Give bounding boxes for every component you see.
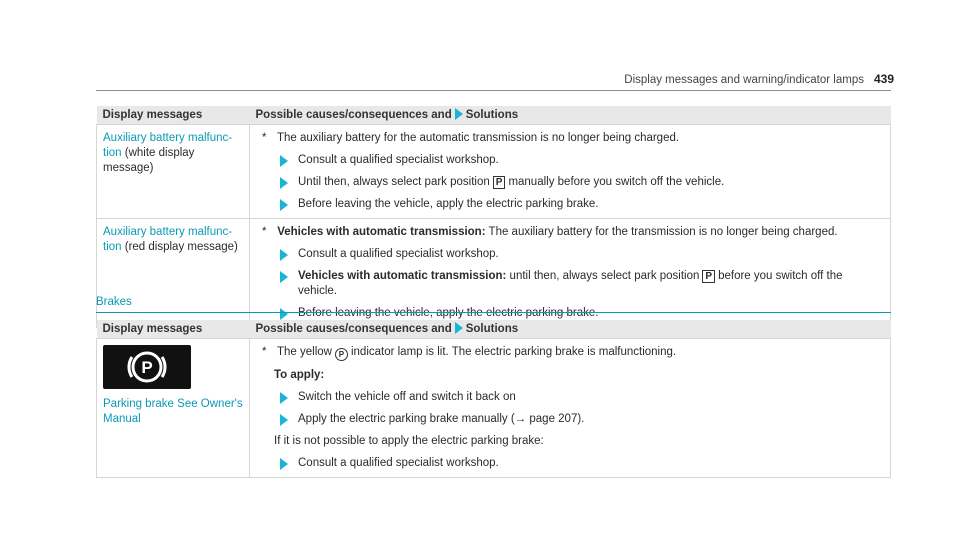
- table-header-row: [97, 320, 891, 339]
- to-apply-label: To apply:: [274, 369, 325, 381]
- step-text-after: before you switch off the vehicle.: [298, 270, 843, 297]
- step-text-after: manually before you switch off the vehicle.: [508, 176, 725, 188]
- col-header-solutions-text: Solutions: [465, 322, 519, 335]
- display-message-cell: [97, 339, 250, 478]
- display-message-note: (red display message): [124, 241, 238, 253]
- step-arrow-icon: [280, 308, 288, 320]
- step-text: Before leaving the vehicle, apply the electric parking brake.: [298, 198, 599, 210]
- solution-step: [280, 269, 884, 299]
- solution-arrow-icon: [455, 322, 463, 334]
- step-arrow-icon: [280, 249, 288, 261]
- step-text: Consult a qualified specialist workshop.: [298, 248, 499, 260]
- step-text: Switch the vehicle off and switch it back on: [298, 391, 516, 403]
- solution-step: [280, 175, 884, 190]
- col-header-causes: [250, 106, 891, 125]
- brakes-table: [96, 320, 891, 478]
- col-header-causes: [250, 320, 891, 339]
- col-header-causes-text: Possible causes/consequences and: [255, 322, 452, 335]
- step-text: Before leaving the vehicle, apply the electric parking brake.: [298, 307, 599, 319]
- cause-text-b: indicator lamp is lit. The electric parking brake is malfunctioning.: [350, 346, 677, 358]
- display-message-link[interactable]: Auxiliary battery malfunc-tion: [103, 132, 233, 159]
- note-text: If it is not possible to apply the electric parking brake:: [274, 435, 544, 447]
- page-number: 439: [873, 72, 894, 86]
- section-title-brakes: Brakes: [96, 296, 132, 308]
- table-header-row: [97, 106, 891, 125]
- col-header-causes-text: Possible causes/consequences and: [255, 108, 452, 121]
- step-arrow-icon: [280, 458, 288, 470]
- footnote-star: *: [262, 132, 267, 144]
- park-position-icon: P: [702, 270, 715, 283]
- step-arrow-icon: [280, 392, 288, 404]
- cause-text-a: The yellow: [277, 346, 332, 358]
- col-header-display-messages: Display messages: [97, 320, 250, 339]
- page-header: [577, 72, 894, 86]
- display-message-link[interactable]: Auxiliary battery malfunc-tion: [103, 226, 233, 253]
- step-bold: Vehicles with automatic transmission:: [298, 270, 507, 282]
- causes-cell: [250, 339, 891, 478]
- col-header-solutions-text: Solutions: [465, 108, 519, 121]
- solution-step: [280, 412, 884, 427]
- step-text: Until then, always select park position: [298, 176, 490, 188]
- col-header-display-messages: Display messages: [97, 106, 250, 125]
- cause-line: [256, 345, 884, 361]
- table-row: [97, 339, 891, 478]
- step-text: until then, always select park position: [509, 270, 700, 282]
- park-position-icon: P: [493, 176, 506, 189]
- header-title: Display messages and warning/indicator lamps: [624, 74, 864, 86]
- cause-text: The auxiliary battery for the automatic transmission is no longer being charged.: [277, 132, 680, 144]
- cause-line: [256, 225, 884, 240]
- step-text: Apply the electric parking brake manually (→ page 207).: [298, 413, 585, 425]
- auxiliary-battery-table: [96, 106, 891, 328]
- parking-brake-icon: [103, 345, 191, 389]
- footnote-star: *: [262, 346, 267, 358]
- causes-cell: [250, 125, 891, 219]
- display-message-cell: [97, 125, 250, 219]
- solution-step: [280, 247, 884, 262]
- solution-step: [280, 306, 884, 321]
- cause-bold: Vehicles with automatic transmission:: [277, 226, 486, 238]
- solution-step: [280, 153, 884, 168]
- display-message-note: (white display message): [103, 147, 195, 174]
- step-arrow-icon: [280, 199, 288, 211]
- parking-brake-lamp-icon: P: [335, 348, 348, 361]
- step-arrow-icon: [280, 414, 288, 426]
- step-arrow-icon: [280, 177, 288, 189]
- solution-step: [280, 390, 884, 405]
- step-arrow-icon: [280, 271, 288, 283]
- section-rule: [96, 312, 891, 313]
- step-text: Consult a qualified specialist workshop.: [298, 457, 499, 469]
- cause-line: [256, 131, 884, 146]
- header-rule: [96, 90, 891, 91]
- step-arrow-icon: [280, 155, 288, 167]
- table-row: [97, 125, 891, 219]
- solution-arrow-icon: [455, 108, 463, 120]
- cause-text: The auxiliary battery for the transmission is no longer being charged.: [488, 226, 838, 238]
- step-text: Consult a qualified specialist workshop.: [298, 154, 499, 166]
- solution-step: [280, 197, 884, 212]
- solution-step: [280, 456, 884, 471]
- display-message-link[interactable]: Parking brake See Owner's Manual: [103, 398, 243, 425]
- footnote-star: *: [262, 226, 267, 238]
- svg-text:P: P: [141, 358, 153, 377]
